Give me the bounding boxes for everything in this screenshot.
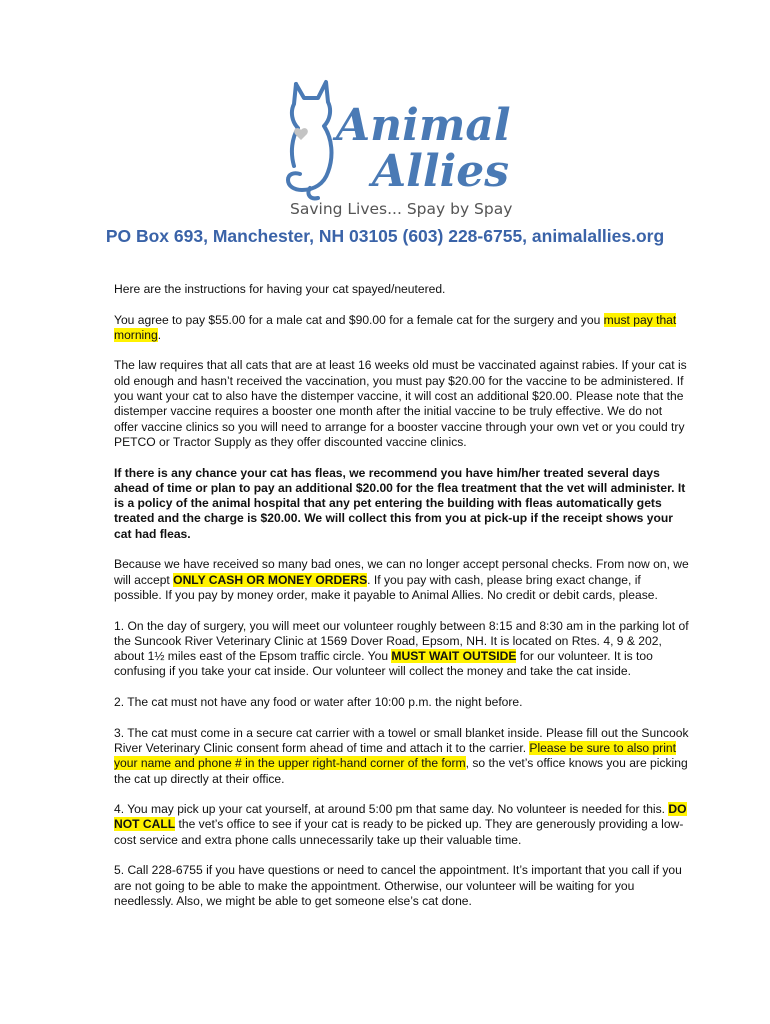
- step-1-highlight: MUST WAIT OUTSIDE: [391, 649, 517, 664]
- step-1: [114, 619, 689, 680]
- step-4-end: the vet’s office to see if your cat is ready to be picked up. They are generously providing a low-cost service and extra phone calls unnecessarily take up their valuable time.: [114, 817, 684, 847]
- step-3-text: 3. The cat must come in a secure cat carrier with a towel or small blanket inside. Please fill out the Suncook River Veterinary Clinic consent form ahead of time and attach it to the carrier.: [114, 725, 689, 755]
- flea-paragraph: If there is any chance your cat has fleas, we recommend you have him/her treated several days ahead of time or plan to pay an additional $20.00 for the flea treatment that the vet will administer. It is a policy of the animal hospital that any pet entering the building with fleas automatically gets treated and the charge is $20.00. We will collect this from you at pick-up if the receipt shows your cat had fleas.: [114, 465, 686, 541]
- step-5: 5. Call 228-6755 if you have questions or need to cancel the appointment. It’s important that you call if you are not going to be able to make the appointment. Otherwise, our volunteer will be waiting for you needlessly. Also, we might be able to get someone else’s cat done.: [114, 863, 682, 908]
- payment-text: Because we have received so many bad ones, we can no longer accept personal checks. From now on, we will accept: [114, 557, 689, 587]
- cat-with-heart-icon: [280, 76, 520, 222]
- logo-name-line1: Animal: [336, 100, 511, 151]
- price-paragraph: [114, 313, 689, 344]
- step-4: [114, 802, 689, 848]
- step-4-highlight: DO NOT CALL: [114, 802, 687, 832]
- contact-address-line: PO Box 693, Manchester, NH 03105 (603) 228-6755, animalallies.org: [105, 226, 665, 246]
- step-3: [114, 726, 689, 787]
- payment-paragraph: [114, 557, 689, 603]
- instructions-body: [114, 282, 689, 924]
- logo-tagline: Saving Lives... Spay by Spay: [290, 200, 513, 218]
- price-highlight: must pay that morning: [114, 312, 677, 342]
- intro-paragraph: Here are the instructions for having your cat spayed/neutered.: [114, 282, 446, 296]
- payment-highlight: ONLY CASH OR MONEY ORDERS: [173, 572, 368, 587]
- vaccine-paragraph: The law requires that all cats that are at least 16 weeks old must be vaccinated against rabies. If your cat is old enough and hasn’t received the vaccination, you must pay $20.00 for the vaccine to be administered. If you want your cat to also have the distemper vaccine, it will cost an additional $20.00. Please note that the distemper vaccine requires a booster one month after the initial vaccine to be truly effective. We do not offer vaccine clinics so you will need to arrange for a booster vaccine through your own vet or you could try PETCO or Tractor Supply as they offer discounted vaccine clinics.: [114, 358, 687, 449]
- step-1-text: 1. On the day of surgery, you will meet our volunteer roughly between 8:15 and 8:30 am in the parking lot of the Suncook River Veterinary Clinic at 1569 Dover Road, Epsom, NH. It is located on Rtes. 4, 9 & 202, about 1½ miles east of the Epsom traffic circle. You: [114, 618, 689, 664]
- payment-end: . If you pay with cash, please bring exact change, if possible. If you pay by money order, make it payable to Animal Allies. No credit or debit cards, please.: [114, 572, 658, 602]
- step-3-end: , so the vet’s office knows you are picking the cat up directly at their office.: [114, 756, 688, 786]
- logo-name-line2: Allies: [372, 146, 510, 197]
- step-2: 2. The cat must not have any food or water after 10:00 p.m. the night before.: [114, 695, 523, 710]
- step-4-text: 4. You may pick up your cat yourself, at around 5:00 pm that same day. No volunteer is needed for this.: [114, 802, 669, 817]
- step-3-highlight: Please be sure to also print your name and phone # in the upper right-hand corner of the form: [114, 740, 676, 771]
- step-1-end: for our volunteer. It is too confusing if you take your cat inside. Our volunteer will collect the money and take the cat inside.: [114, 649, 653, 679]
- animal-allies-logo: [280, 76, 520, 222]
- price-end: .: [157, 327, 162, 342]
- price-text: You agree to pay $55.00 for a male cat and $90.00 for a female cat for the surgery and you: [114, 312, 604, 327]
